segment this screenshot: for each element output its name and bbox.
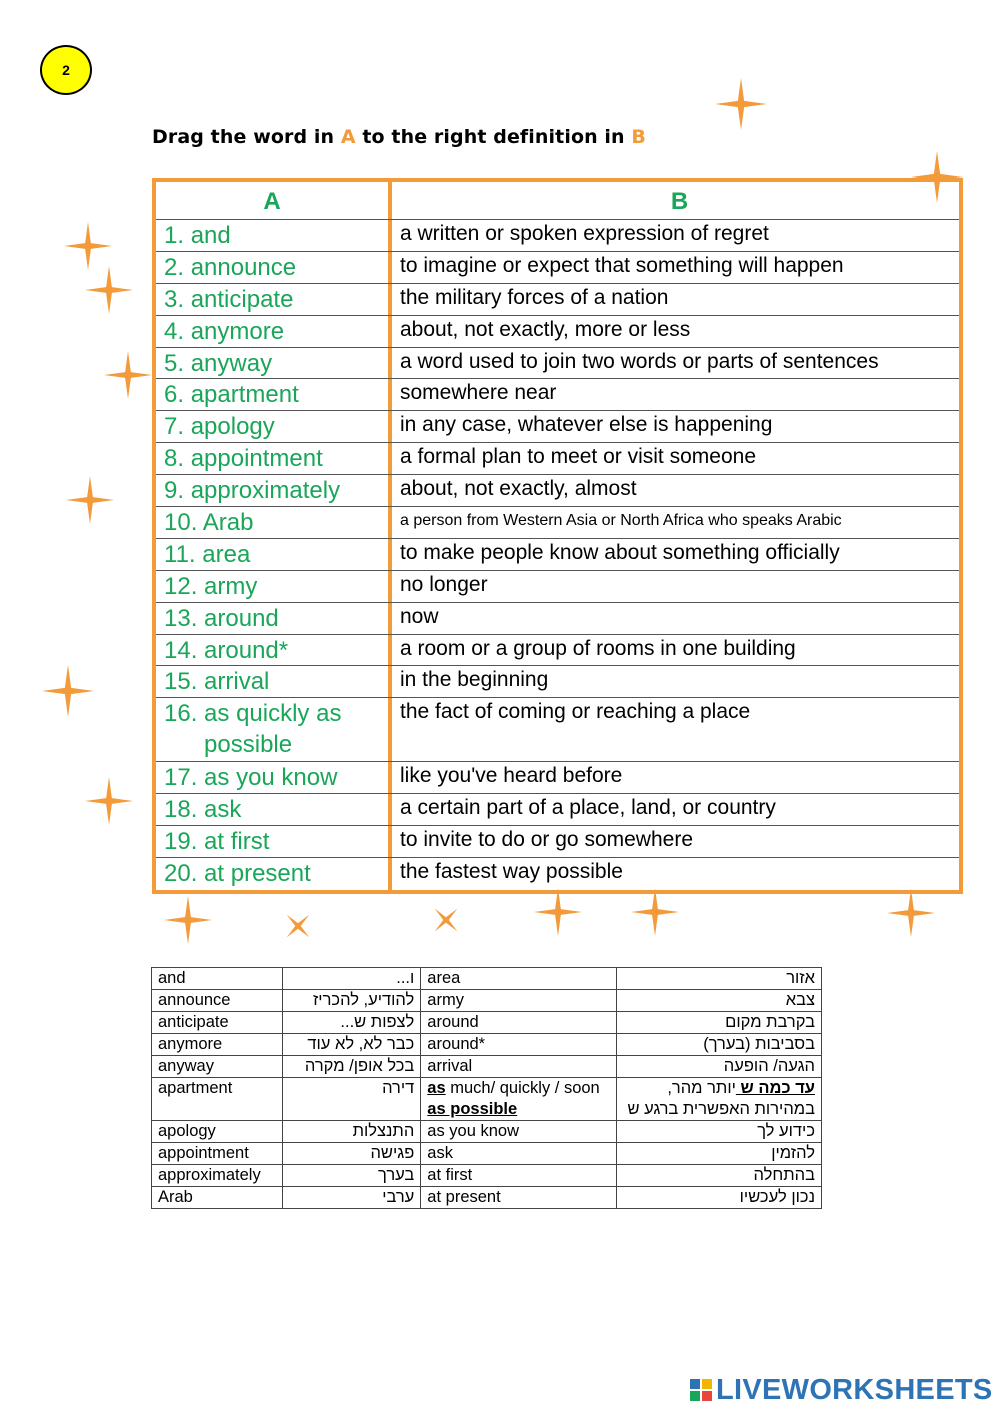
vocab-hebrew: אזור — [616, 968, 821, 990]
definition-cell[interactable]: somewhere near — [400, 381, 557, 405]
vocab-english: around — [421, 1012, 616, 1034]
table-row — [156, 794, 959, 826]
matching-rows — [156, 220, 959, 890]
vocab-hebrew: פגישה — [283, 1143, 421, 1165]
sparkle-star-icon — [631, 888, 679, 936]
vocab-hebrew: דירה — [283, 1078, 421, 1121]
word-number: 4. — [164, 317, 185, 345]
word-text: announce — [190, 253, 297, 281]
matching-table-header — [156, 182, 959, 220]
vocab-hebrew: בקרבת מקום — [616, 1012, 821, 1034]
sparkle-star-icon — [64, 222, 112, 270]
vocab-row — [152, 1012, 822, 1034]
word-text: at present — [204, 859, 311, 887]
table-row — [156, 826, 959, 858]
word-cell[interactable] — [156, 666, 392, 697]
word-number: 20. — [164, 859, 198, 887]
word-text: and — [190, 222, 231, 249]
definition-cell[interactable]: a formal plan to meet or visit someone — [400, 445, 756, 469]
column-a-header: A — [156, 182, 392, 219]
word-number: 14. — [164, 636, 198, 664]
sparkle-star-icon — [85, 777, 133, 825]
logo-square-icon — [702, 1379, 712, 1389]
word-text: around — [204, 604, 279, 632]
word-cell[interactable] — [156, 252, 392, 283]
definition-cell[interactable]: in the beginning — [400, 668, 549, 692]
definition-cell[interactable]: to imagine or expect that something will happen — [400, 253, 844, 277]
word-number: 1. — [164, 222, 185, 249]
word-number: 10. — [164, 509, 198, 537]
definition-cell[interactable]: the fastest way possible — [400, 859, 623, 883]
vocab-hebrew: ערבי — [283, 1187, 421, 1209]
vocab-hebrew: נכון לעכשיו — [616, 1187, 821, 1209]
vocab-hebrew: הגעה/ הופעה — [616, 1056, 821, 1078]
vocab-hebrew-rest: יותר מהר, במהירות האפשרית ברגע ש — [627, 1079, 815, 1118]
instruction-a-letter: A — [340, 126, 356, 148]
vocab-english: approximately — [152, 1165, 283, 1187]
logo-mark-icon — [690, 1379, 712, 1401]
word-cell[interactable] — [156, 635, 392, 666]
sparkle-star-icon — [911, 151, 963, 203]
vocab-row — [152, 1187, 822, 1209]
sparkle-star-icon — [534, 888, 582, 936]
vocab-english: appointment — [152, 1143, 283, 1165]
word-text: as you know — [204, 764, 338, 792]
instruction-before: Drag the word in — [152, 126, 341, 148]
vocab-english: anymore — [152, 1034, 283, 1056]
word-cell[interactable] — [156, 539, 392, 570]
vocab-hebrew: לצפות ש... — [283, 1012, 421, 1034]
vocab-english: Arab — [152, 1187, 283, 1209]
word-text: anymore — [190, 317, 285, 345]
table-row — [156, 539, 959, 571]
word-number: 19. — [164, 827, 198, 855]
vocab-hebrew: להזמין — [616, 1143, 821, 1165]
word-cell[interactable] — [156, 284, 392, 315]
definition-cell[interactable]: in any case, whatever else is happening — [400, 413, 773, 437]
definition-cell[interactable]: a certain part of a place, land, or country — [400, 796, 776, 820]
vocab-as-bold: as — [427, 1079, 446, 1097]
table-row — [156, 411, 959, 443]
word-number: 2. — [164, 253, 185, 281]
word-number: 11. — [164, 540, 196, 568]
vocab-hebrew: בכל אופן/ מקרה — [283, 1056, 421, 1078]
sparkle-star-icon — [66, 476, 114, 524]
vocab-hebrew: התנצלות — [283, 1121, 421, 1143]
word-number: 17. — [164, 764, 198, 792]
definition-cell[interactable]: the fact of coming or reaching a place — [400, 700, 751, 724]
word-number: 12. — [164, 572, 198, 600]
vocab-english — [421, 1078, 616, 1121]
matching-table — [152, 178, 963, 894]
definition-cell[interactable]: a word used to join two words or parts of sentences — [400, 349, 879, 373]
word-cell[interactable] — [156, 348, 392, 379]
vocab-english: around* — [421, 1034, 616, 1056]
word-cell[interactable] — [156, 603, 392, 634]
word-cell[interactable] — [156, 794, 392, 825]
definition-cell[interactable]: to invite to do or go somewhere — [400, 827, 693, 851]
word-cell[interactable] — [156, 762, 392, 793]
word-number: 13. — [164, 604, 198, 632]
table-row — [156, 379, 959, 411]
table-row — [156, 316, 959, 348]
column-b-header: B — [670, 188, 689, 215]
vocab-english: and — [152, 968, 283, 990]
word-number: 8. — [164, 445, 185, 473]
table-row — [156, 252, 959, 284]
word-text: apology — [190, 413, 275, 441]
sparkle-star-icon — [887, 889, 935, 937]
word-text: anyway — [190, 349, 273, 377]
word-cell[interactable] — [156, 571, 392, 602]
logo-square-icon — [690, 1391, 700, 1401]
vocab-hebrew: כבר לא, לא עוד — [283, 1034, 421, 1056]
vocab-hebrew: להודיע, להכריז — [283, 990, 421, 1012]
page-number-badge: 2 — [40, 45, 92, 95]
sparkle-star-icon — [426, 900, 466, 940]
vocab-hebrew: בערך — [283, 1165, 421, 1187]
sparkle-star-icon — [164, 896, 212, 944]
sparkle-star-icon — [278, 906, 318, 946]
word-cell[interactable] — [156, 507, 392, 538]
vocab-row — [152, 1143, 822, 1165]
instruction-text — [152, 126, 646, 148]
vocab-english: ask — [421, 1143, 616, 1165]
definition-cell[interactable]: about, not exactly, almost — [400, 477, 637, 501]
vocab-english: arrival — [421, 1056, 616, 1078]
vocab-hebrew — [616, 1078, 821, 1121]
word-text: arrival — [204, 668, 270, 696]
instruction-b-letter: B — [631, 126, 646, 148]
word-cell[interactable] — [156, 443, 392, 474]
word-number: 18. — [164, 796, 198, 824]
table-row — [156, 635, 959, 667]
table-row — [156, 475, 959, 507]
vocab-hebrew: בסביבות (בערך) — [616, 1034, 821, 1056]
vocab-hebrew-bold: עד כמה ש — [735, 1079, 815, 1097]
definition-cell[interactable]: now — [400, 604, 439, 628]
word-text: as quickly as possible — [204, 700, 342, 759]
word-cell[interactable] — [156, 220, 392, 251]
table-row — [156, 858, 959, 890]
word-number: 5. — [164, 349, 185, 377]
vocab-row — [152, 1078, 822, 1121]
vocab-english: apartment — [152, 1078, 283, 1121]
word-text: approximately — [190, 477, 341, 505]
logo-square-icon — [702, 1391, 712, 1401]
table-row — [156, 284, 959, 316]
word-text: area — [202, 540, 251, 568]
word-cell[interactable] — [156, 858, 392, 890]
definition-cell[interactable]: a written or spoken expression of regret — [400, 222, 769, 245]
word-number: 16. — [164, 700, 198, 728]
table-row — [156, 220, 959, 252]
vocab-english: anyway — [152, 1056, 283, 1078]
word-number: 7. — [164, 413, 185, 441]
vocab-english: apology — [152, 1121, 283, 1143]
definition-cell[interactable]: about, not exactly, more or less — [400, 317, 691, 341]
table-row — [156, 698, 959, 762]
sparkle-star-icon — [104, 351, 152, 399]
definition-cell[interactable]: no longer — [400, 572, 488, 596]
vocab-row — [152, 1056, 822, 1078]
vocab-english: announce — [152, 990, 283, 1012]
word-text: apartment — [190, 381, 299, 409]
table-row — [156, 603, 959, 635]
sparkle-star-icon — [85, 266, 133, 314]
word-text: Arab — [202, 509, 254, 537]
word-text: appointment — [190, 445, 323, 473]
vocab-hebrew: ו... — [283, 968, 421, 990]
logo-text: LIVEWORKSHEETS — [716, 1373, 993, 1406]
definition-cell[interactable]: the military forces of a nation — [400, 285, 669, 309]
logo-square-icon — [690, 1379, 700, 1389]
table-row — [156, 507, 959, 539]
table-row — [156, 571, 959, 603]
word-cell[interactable] — [156, 475, 392, 506]
word-text: army — [204, 572, 258, 600]
word-cell[interactable] — [156, 379, 392, 410]
word-text: anticipate — [190, 285, 294, 313]
vocab-english: at present — [421, 1187, 616, 1209]
word-text: ask — [204, 796, 242, 824]
word-text: at first — [204, 827, 270, 855]
vocab-hebrew: כידוע לך — [616, 1121, 821, 1143]
word-number: 15. — [164, 668, 198, 696]
table-row — [156, 443, 959, 475]
word-cell[interactable] — [156, 316, 392, 347]
vocab-english: as you know — [421, 1121, 616, 1143]
instruction-middle: to the right definition in — [355, 126, 632, 148]
word-number: 9. — [164, 477, 185, 505]
table-row — [156, 762, 959, 794]
word-text: around* — [204, 636, 289, 664]
vocab-hebrew: בהתחלה — [616, 1165, 821, 1187]
definition-cell[interactable]: a person from Western Asia or North Africa who speaks Arabic — [400, 512, 842, 530]
vocab-row — [152, 968, 822, 990]
vocab-hebrew: צבא — [616, 990, 821, 1012]
vocabulary-table — [151, 967, 822, 1209]
vocab-row — [152, 1165, 822, 1187]
sparkle-star-icon — [42, 665, 94, 717]
definition-cell[interactable]: to make people know about something officially — [400, 540, 840, 564]
vocab-english: army — [421, 990, 616, 1012]
vocab-english: at first — [421, 1165, 616, 1187]
word-cell[interactable] — [156, 411, 392, 442]
liveworksheets-logo — [690, 1372, 993, 1408]
table-row — [156, 666, 959, 698]
word-number: 6. — [164, 381, 185, 409]
sparkle-star-icon — [715, 78, 767, 130]
definition-cell[interactable]: a room or a group of rooms in one building — [400, 636, 796, 660]
vocab-row — [152, 1121, 822, 1143]
vocab-english: anticipate — [152, 1012, 283, 1034]
word-number: 3. — [164, 285, 185, 313]
word-cell[interactable] — [156, 698, 392, 761]
vocab-english: area — [421, 968, 616, 990]
vocab-row — [152, 990, 822, 1012]
vocab-mid: much/ quickly / soon — [445, 1079, 600, 1097]
definition-cell[interactable]: like you've heard before — [400, 764, 623, 788]
vocab-row — [152, 1034, 822, 1056]
vocab-possible-bold: as possible — [427, 1100, 518, 1118]
word-cell[interactable] — [156, 826, 392, 857]
table-row — [156, 348, 959, 380]
